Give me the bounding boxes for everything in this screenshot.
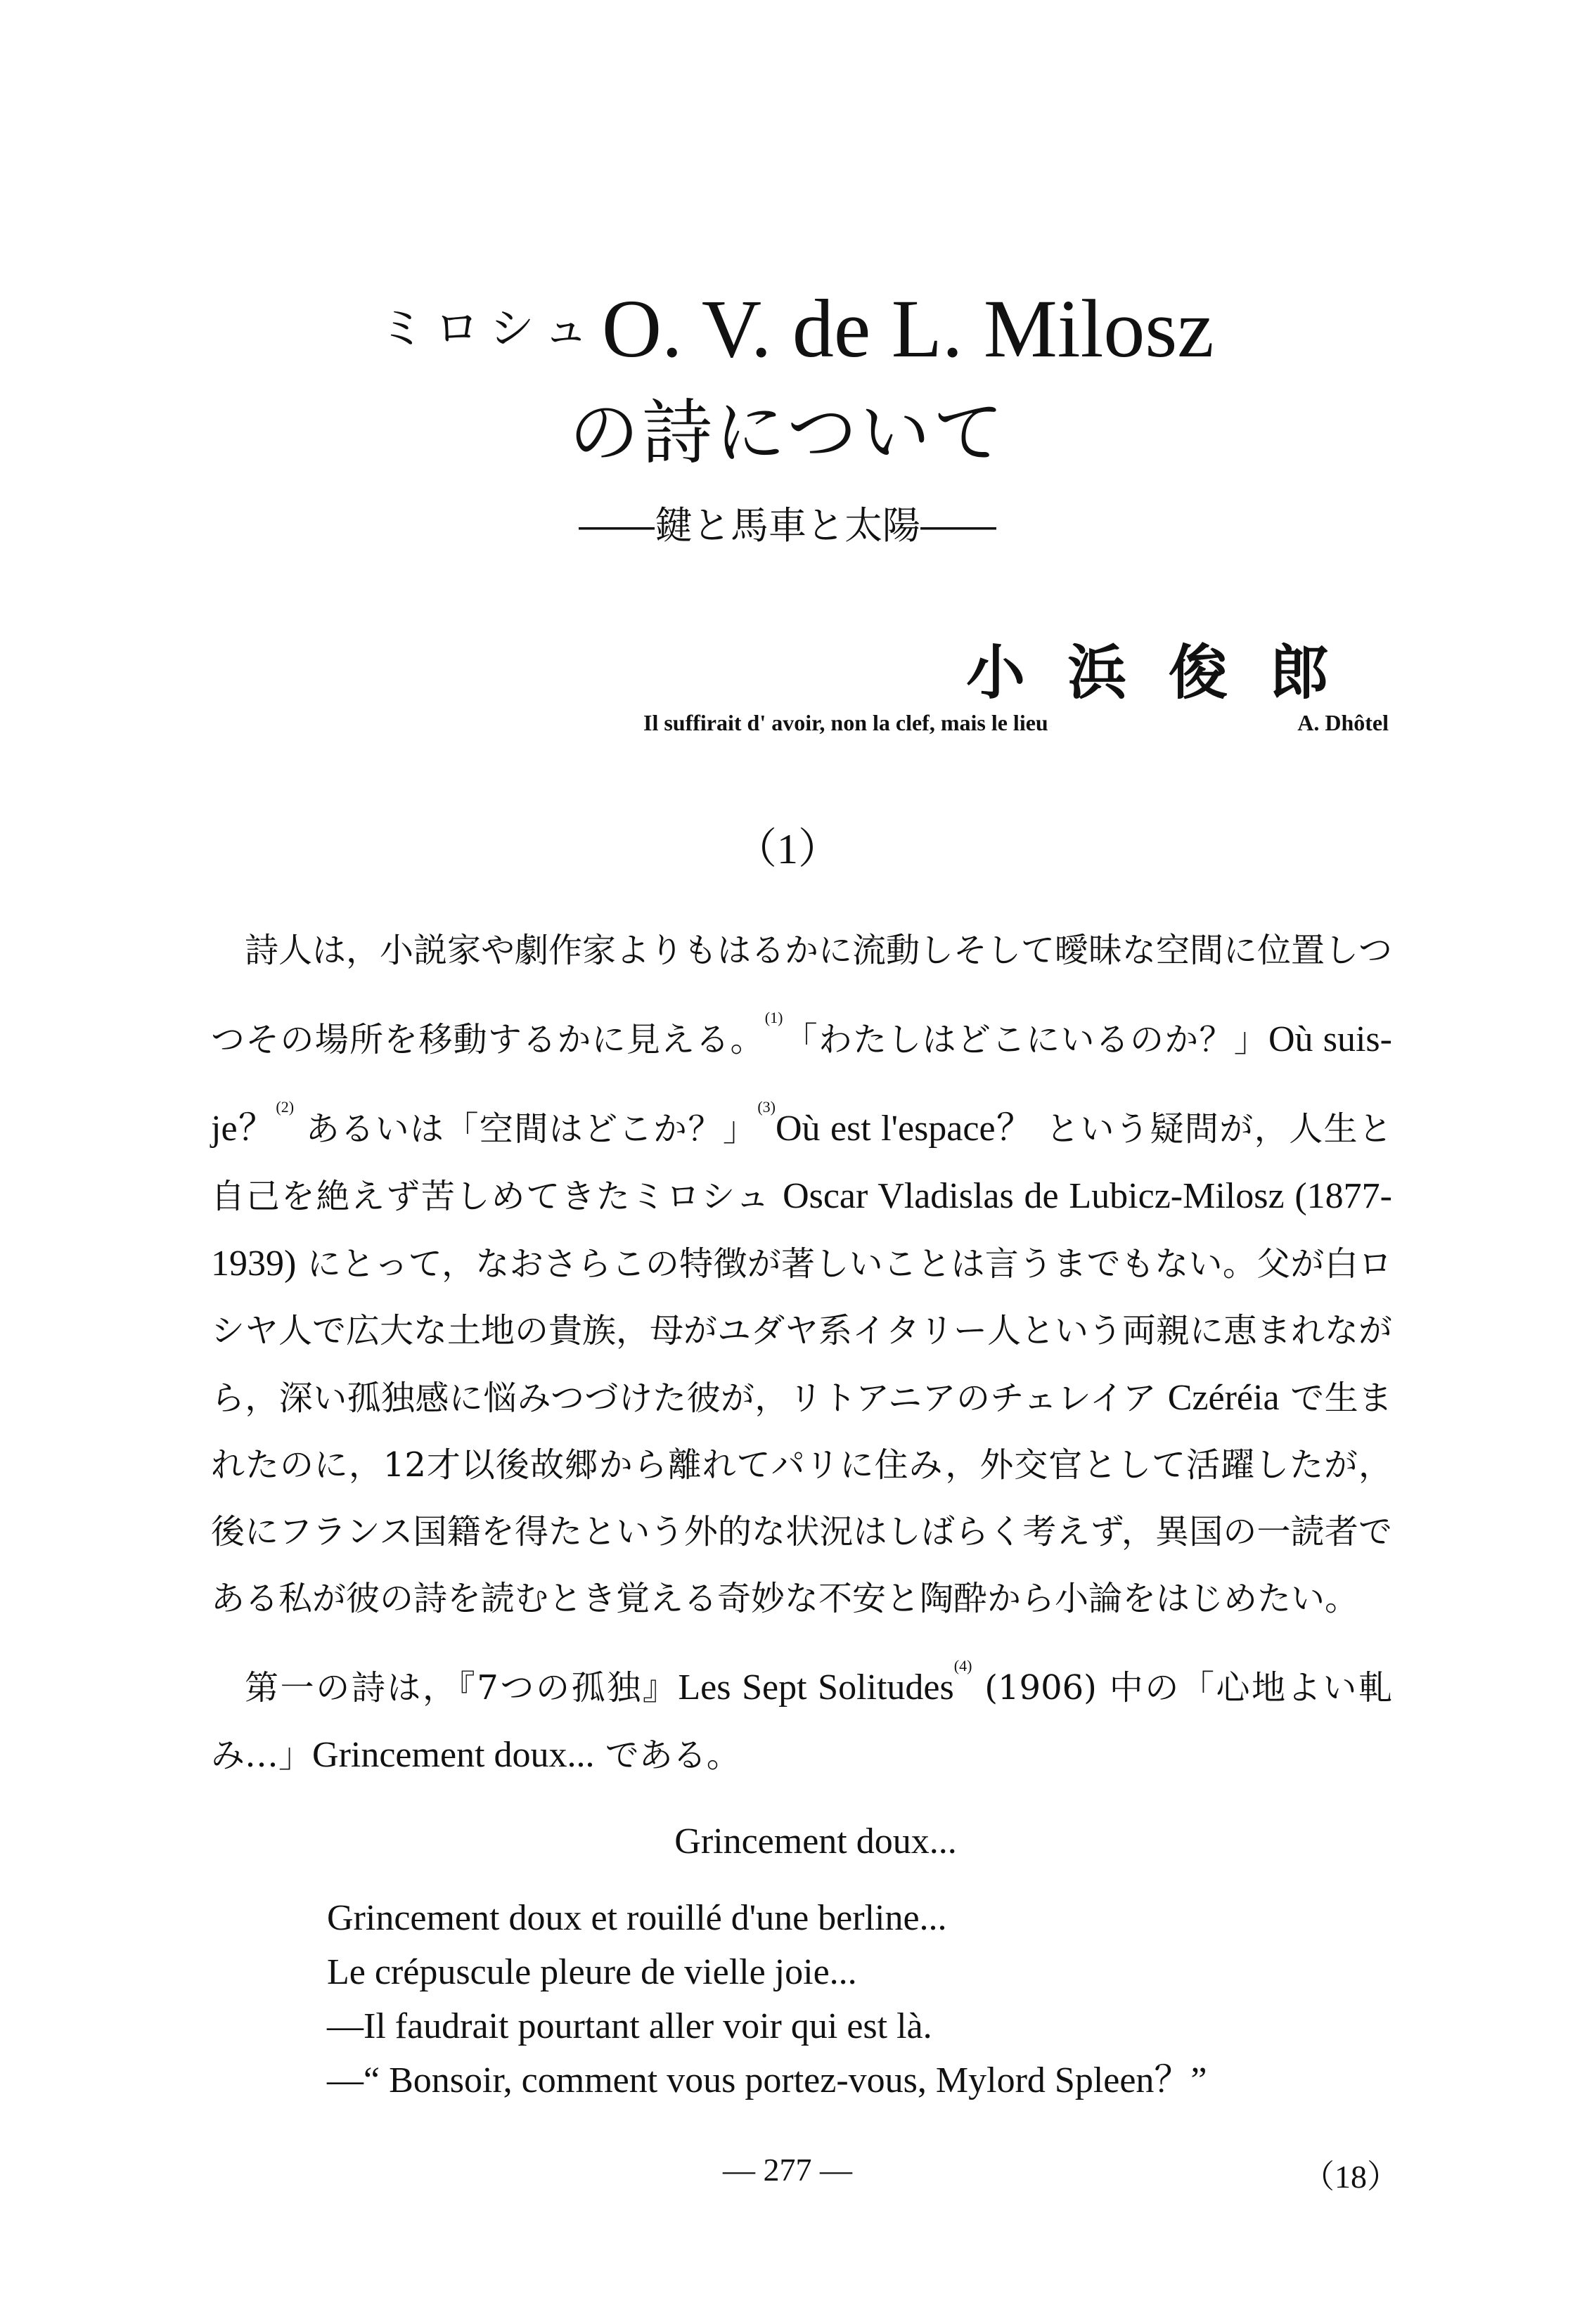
para1-latin-g: Oscar Vladislas de Lubicz-Milosz (1877-1939) bbox=[211, 1176, 1392, 1284]
footnote-ref-2: (2) bbox=[276, 1098, 295, 1116]
para2-text-e: である。 bbox=[594, 1736, 740, 1775]
poem-line: —Il faudrait pourtant aller voir qui est là. bbox=[327, 2006, 932, 2046]
footnote-ref-4: (4) bbox=[953, 1657, 972, 1674]
author-name: 小浜俊郎 bbox=[965, 638, 1371, 707]
epigraph-attribution: A. Dhôtel bbox=[1297, 710, 1389, 735]
poem-line: Le crépuscule pleure de vielle joie... bbox=[327, 1952, 857, 1992]
poem-line: Grincement doux et rouillé d'une berline... bbox=[327, 1898, 947, 1938]
serial-number: （18） bbox=[1302, 2159, 1399, 2195]
para2-latin-b: Les Sept Solitudes bbox=[678, 1667, 954, 1708]
para1-text-h: にとって，なおさらこの特徴が著しいことは言うまでもない。父が白ロシヤ人で広大な土地の貴族，母がユダヤ系イタリー人という両親に恵まれながら，深い孤独感に悩みつづけた彼が，リトアニアのチェレイア bbox=[211, 1244, 1393, 1418]
para2-text-a: 第一の詩は，『7つの孤独』 bbox=[245, 1668, 679, 1708]
para1-text-d: あるいは「空間はどこか？」 bbox=[294, 1109, 758, 1149]
title-latin: O. V. de L. Milosz bbox=[601, 283, 1214, 375]
para2-text-c: (1906) 中の「心地よい軋み…」 bbox=[211, 1668, 1392, 1775]
paragraph-1 bbox=[211, 917, 1392, 1632]
paragraph-2 bbox=[211, 1632, 1392, 1789]
section-heading: （1） bbox=[735, 826, 840, 872]
para1-text-b: 「わたしはどこにいるのか？」 bbox=[783, 1020, 1268, 1059]
para1-latin-c: Où suis-je？ bbox=[211, 1019, 1392, 1149]
para1-latin-i: Czéréia bbox=[1167, 1378, 1280, 1418]
footnote-ref-3: (3) bbox=[757, 1098, 776, 1116]
poem-title: Grincement doux... bbox=[674, 1821, 957, 1861]
para1-latin-e: Où est l'espace？ bbox=[776, 1109, 1034, 1149]
title-kana: ミロシュ bbox=[380, 303, 598, 355]
para1-text-f: という疑問が，人生と自己を絶えず苦しめてきたミロシュ bbox=[211, 1109, 1392, 1216]
epigraph-text: Il suffirait d' avoir, non la clef, mais le lieu bbox=[643, 710, 1048, 735]
title-line-2: の詩について bbox=[569, 392, 1006, 474]
para2-latin-d: Grincement doux... bbox=[312, 1735, 595, 1775]
subtitle: ――鍵と馬車と太陽―― bbox=[579, 503, 996, 548]
poem bbox=[327, 1891, 1207, 2107]
para1-text-a: 詩人は，小説家や劇作家よりもはるかに流動しそして曖昧な空間に位置しつつその場所を移動するかに見える。 bbox=[211, 931, 1393, 1059]
poem-line: —“ Bonsoir, comment vous portez-vous, Mylord Spleen？” bbox=[327, 2060, 1207, 2100]
epigraph bbox=[643, 710, 1389, 736]
title-line-1 bbox=[380, 281, 1294, 377]
para1-text-j: で生まれたのに，12才以後故郷から離れてパリに住み，外交官として活躍したが，後にフランス国籍を得たという外的な状況はしばらく考えず，異国の一読者である私が彼の詩を読むとき覚える奇妙な不安と陶酔から小論をはじめたい。 bbox=[211, 1379, 1392, 1618]
footnote-ref-1: (1) bbox=[764, 1009, 783, 1026]
page-number: — 277 — bbox=[723, 2152, 852, 2188]
body-text bbox=[211, 917, 1392, 1789]
